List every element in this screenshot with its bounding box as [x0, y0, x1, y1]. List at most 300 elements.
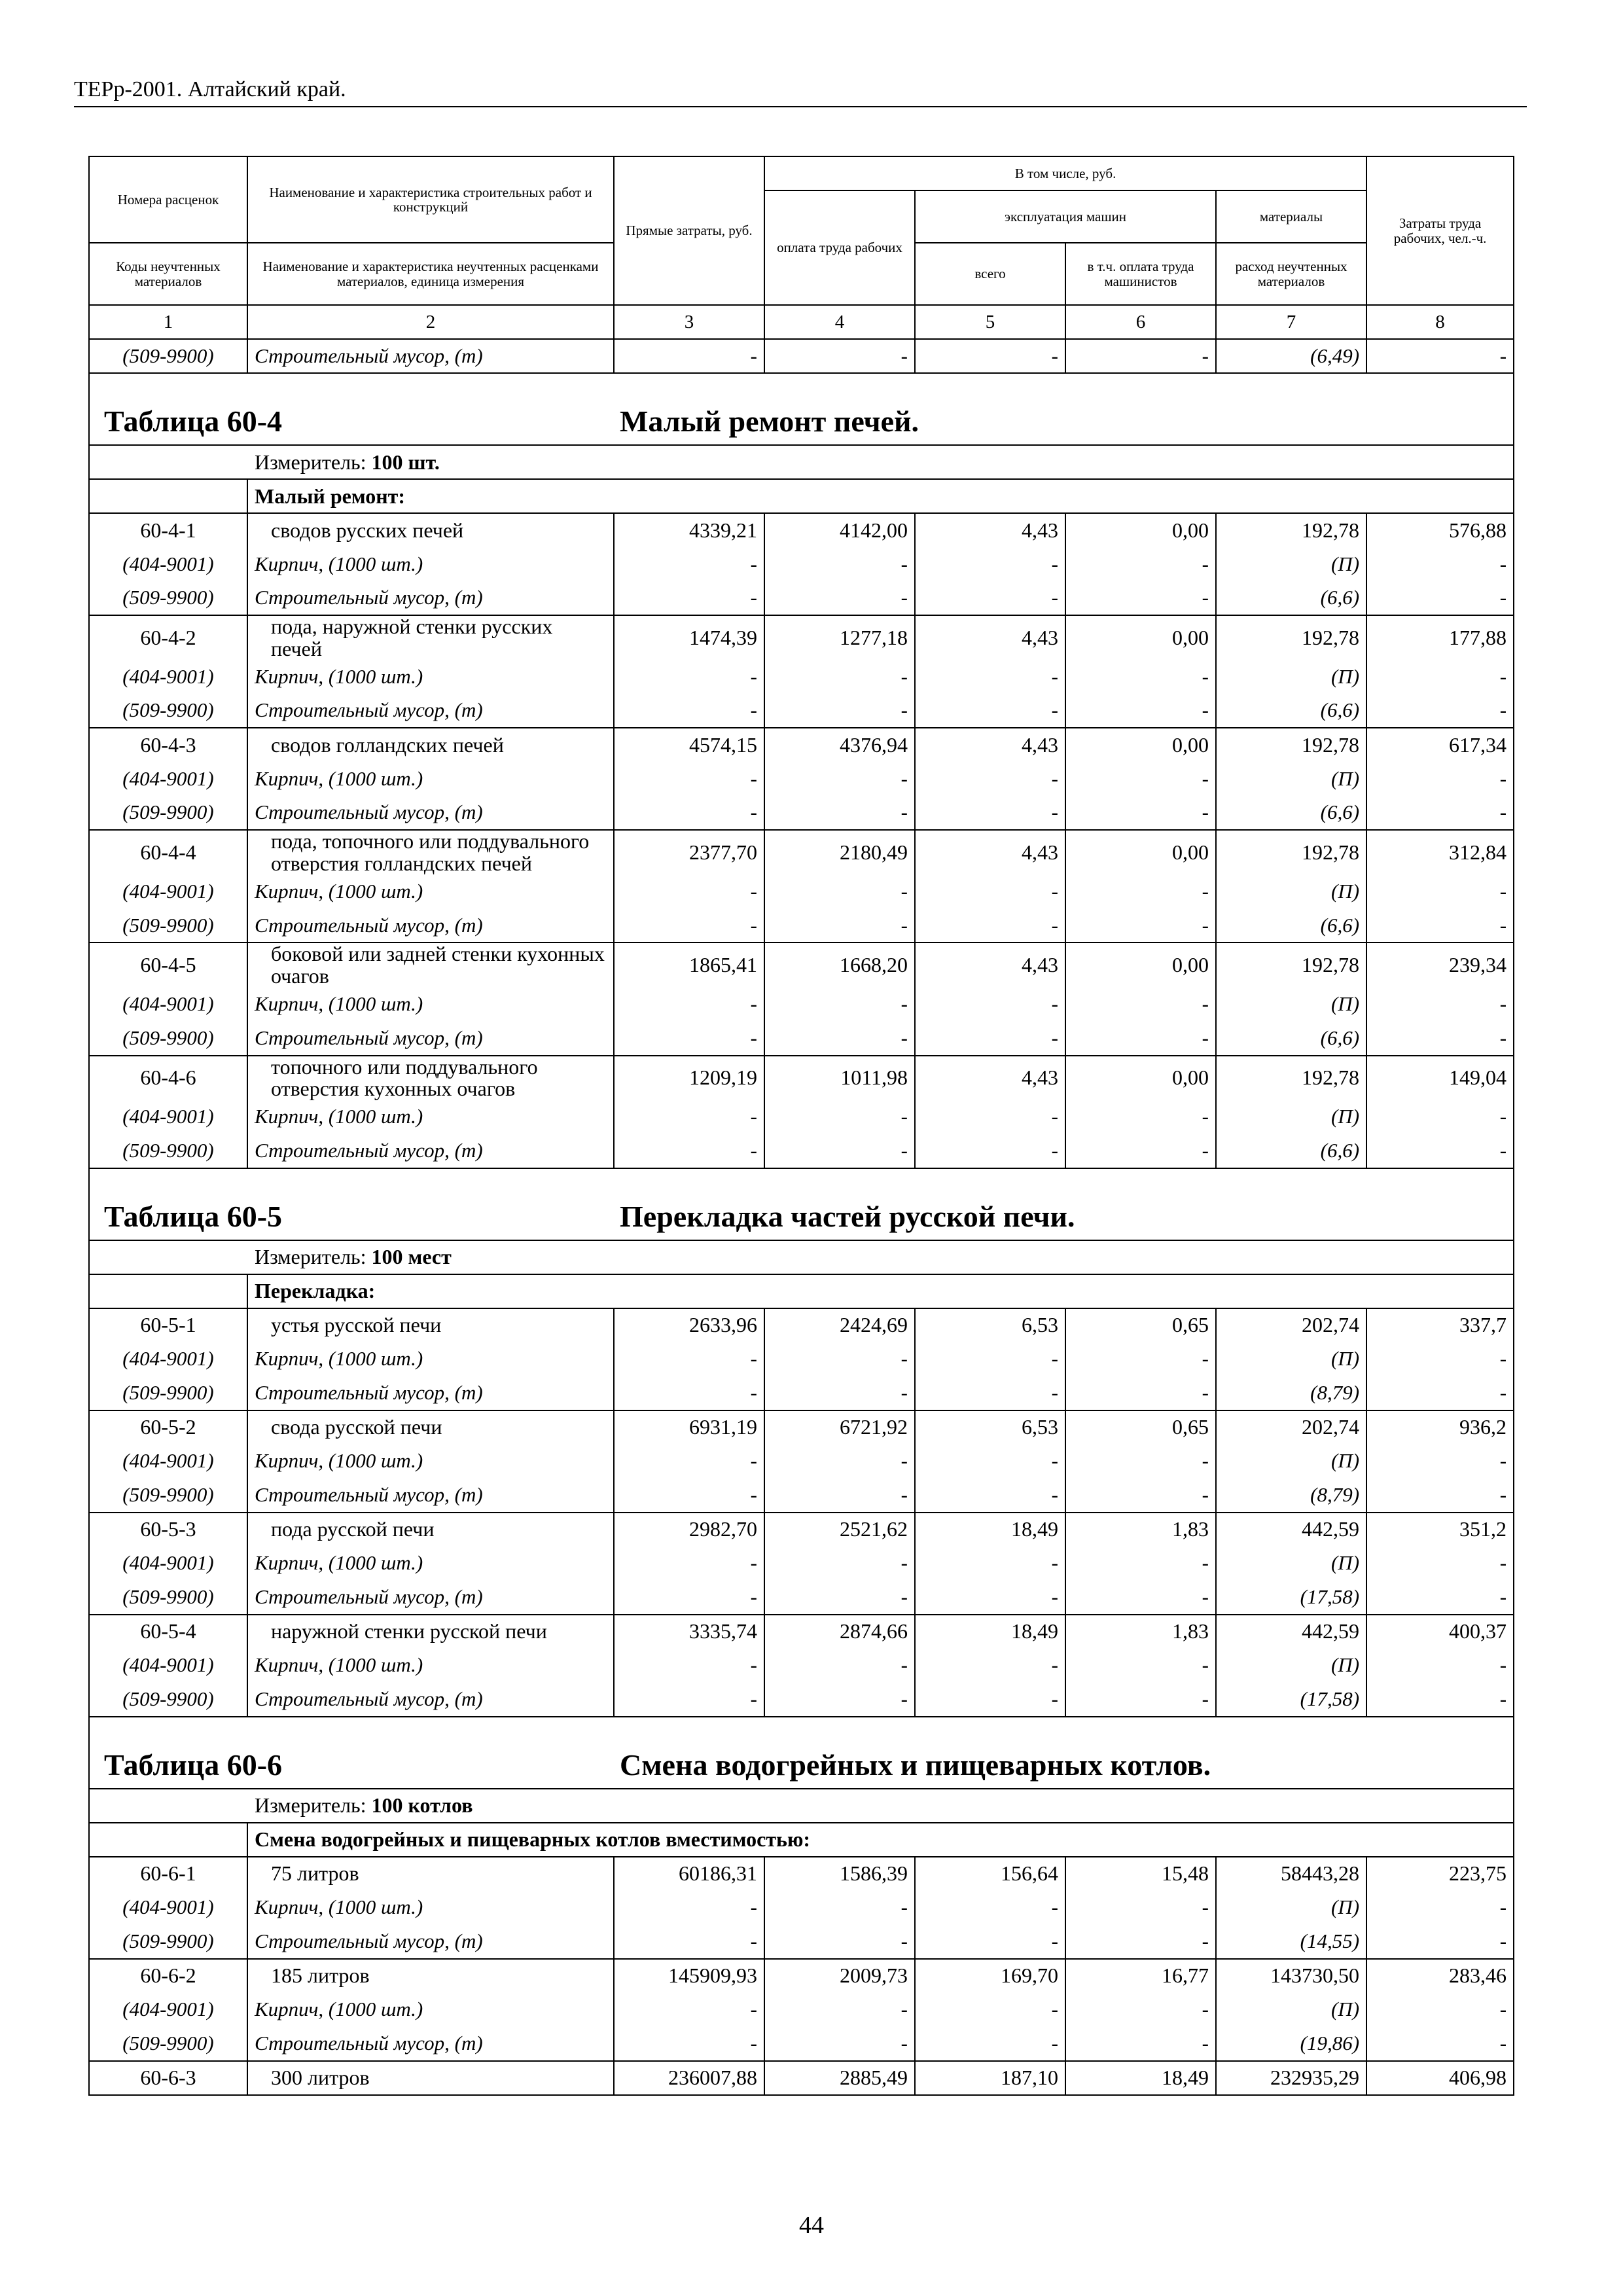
- material-row: [89, 660, 1514, 694]
- measure-row: [89, 445, 1514, 479]
- material-code: (509-9900): [89, 1683, 247, 1717]
- material-code: (404-9001): [89, 1891, 247, 1925]
- material-code: (509-9900): [89, 1134, 247, 1168]
- rate-value: 4339,21: [614, 513, 764, 547]
- rate-value: 1474,39: [614, 615, 764, 660]
- material-code: (404-9001): [89, 1993, 247, 2027]
- rate-value: 1,83: [1065, 1615, 1216, 1649]
- material-value: -: [915, 874, 1065, 908]
- table-number: Таблица 60-4: [104, 404, 283, 438]
- material-value: -: [1366, 694, 1514, 728]
- material-name: Строительный мусор, (т): [247, 908, 614, 942]
- material-value: -: [764, 694, 915, 728]
- material-value: -: [614, 1479, 764, 1513]
- material-value: -: [1065, 762, 1216, 796]
- material-value: -: [1366, 1134, 1514, 1168]
- material-value: -: [1065, 1134, 1216, 1168]
- table-name: Смена водогрейных и пищеварных котлов.: [620, 1748, 1211, 1782]
- section-title: Малый ремонт:: [247, 479, 1514, 513]
- material-value: -: [764, 1342, 915, 1376]
- col-head-machinist-wages: в т.ч. оплата труда машинистов: [1065, 243, 1216, 305]
- rate-value: 0,00: [1065, 942, 1216, 987]
- material-value: -: [764, 660, 915, 694]
- material-code: (404-9001): [89, 1547, 247, 1581]
- material-code: (404-9001): [89, 547, 247, 581]
- rate-value: 192,78: [1216, 728, 1366, 762]
- material-name: Кирпич, (1000 шт.): [247, 1342, 614, 1376]
- rate-value: 192,78: [1216, 513, 1366, 547]
- rate-name: пода русской печи: [247, 1513, 614, 1547]
- section-spacer: [89, 479, 247, 513]
- rate-row: [89, 513, 1514, 547]
- rate-name: наружной стенки русской печи: [247, 1615, 614, 1649]
- rate-value: 202,74: [1216, 1308, 1366, 1342]
- rate-name: свода русской печи: [247, 1410, 614, 1444]
- col-head-machines-total: всего: [915, 243, 1065, 305]
- material-value: -: [915, 1479, 1065, 1513]
- material-value: -: [915, 1683, 1065, 1717]
- rate-value: 4,43: [915, 513, 1065, 547]
- col-head-material-usage: расход неучтенных материалов: [1216, 243, 1366, 305]
- material-row: [89, 762, 1514, 796]
- rate-value: 6,53: [915, 1308, 1065, 1342]
- material-value: -: [915, 660, 1065, 694]
- rate-name: 185 литров: [247, 1959, 614, 1993]
- material-value: -: [614, 796, 764, 830]
- rate-name: пода, топочного или поддувального отверстия голландских печей: [247, 830, 614, 874]
- rate-value: 1668,20: [764, 942, 915, 987]
- rate-value: 239,34: [1366, 942, 1514, 987]
- material-value: -: [1065, 2027, 1216, 2061]
- material-value: -: [764, 908, 915, 942]
- measure-cell: [89, 1240, 1514, 1274]
- material-code: (509-9900): [89, 1581, 247, 1615]
- rate-value: 187,10: [915, 2061, 1065, 2095]
- rate-value: 1,83: [1065, 1513, 1216, 1547]
- material-name: Кирпич, (1000 шт.): [247, 547, 614, 581]
- material-row: [89, 1925, 1514, 1959]
- material-value: -: [764, 581, 915, 615]
- material-value: -: [1065, 339, 1216, 373]
- material-value: -: [1065, 694, 1216, 728]
- material-value: -: [1065, 1993, 1216, 2027]
- material-value: -: [1065, 1683, 1216, 1717]
- material-value: -: [614, 1022, 764, 1056]
- material-value: (17,58): [1216, 1581, 1366, 1615]
- material-name: Строительный мусор, (т): [247, 1022, 614, 1056]
- material-value: -: [614, 1444, 764, 1479]
- material-value: -: [915, 1022, 1065, 1056]
- material-value: (6,6): [1216, 1022, 1366, 1056]
- material-row: [89, 1649, 1514, 1683]
- material-value: (П): [1216, 988, 1366, 1022]
- material-row: [89, 1134, 1514, 1168]
- rate-row: [89, 1410, 1514, 1444]
- rate-value: 351,2: [1366, 1513, 1514, 1547]
- rate-value: 1865,41: [614, 942, 764, 987]
- table-name: Перекладка частей русской печи.: [620, 1199, 1075, 1233]
- material-value: -: [764, 874, 915, 908]
- material-value: (П): [1216, 1891, 1366, 1925]
- material-row: [89, 1993, 1514, 2027]
- material-name: Кирпич, (1000 шт.): [247, 874, 614, 908]
- rate-code: 60-5-2: [89, 1410, 247, 1444]
- rate-code: 60-4-5: [89, 942, 247, 987]
- rate-value: 2180,49: [764, 830, 915, 874]
- material-value: -: [1065, 581, 1216, 615]
- rate-code: 60-4-1: [89, 513, 247, 547]
- estimate-table: [88, 156, 1514, 2096]
- page-number: 44: [799, 2212, 824, 2239]
- rate-value: 58443,28: [1216, 1857, 1366, 1891]
- material-value: -: [614, 1993, 764, 2027]
- rate-value: 232935,29: [1216, 2061, 1366, 2095]
- material-value: (П): [1216, 762, 1366, 796]
- col-head-machines: эксплуатация машин: [915, 190, 1216, 243]
- material-code: (404-9001): [89, 762, 247, 796]
- rate-value: 169,70: [915, 1959, 1065, 1993]
- material-value: (6,6): [1216, 694, 1366, 728]
- material-value: -: [1065, 660, 1216, 694]
- rate-row: [89, 1056, 1514, 1100]
- material-row: [89, 988, 1514, 1022]
- col-head-material-names: Наименование и характеристика неучтенных расценками материалов, единица измерения: [247, 243, 614, 305]
- rate-value: 0,00: [1065, 513, 1216, 547]
- material-value: -: [915, 1581, 1065, 1615]
- material-value: -: [764, 1649, 915, 1683]
- material-value: -: [1065, 1479, 1216, 1513]
- material-code: (509-9900): [89, 908, 247, 942]
- material-value: -: [915, 1376, 1065, 1410]
- material-value: -: [1366, 762, 1514, 796]
- material-value: -: [1366, 908, 1514, 942]
- col-head-materials: материалы: [1216, 190, 1366, 243]
- column-numbers-row: [89, 305, 1514, 339]
- header-rule: [74, 106, 1527, 107]
- material-value: -: [764, 1444, 915, 1479]
- section-title: Смена водогрейных и пищеварных котлов вместимостью:: [247, 1823, 1514, 1857]
- material-value: -: [915, 1993, 1065, 2027]
- rate-value: 337,7: [1366, 1308, 1514, 1342]
- material-code: (509-9900): [89, 2027, 247, 2061]
- material-value: (8,79): [1216, 1479, 1366, 1513]
- rate-value: 60186,31: [614, 1857, 764, 1891]
- material-row: [89, 1479, 1514, 1513]
- rate-value: 1277,18: [764, 615, 915, 660]
- material-value: -: [1366, 988, 1514, 1022]
- material-value: -: [614, 1683, 764, 1717]
- column-number: 8: [1366, 305, 1514, 339]
- material-value: -: [915, 581, 1065, 615]
- rate-value: 2982,70: [614, 1513, 764, 1547]
- rate-row: [89, 2061, 1514, 2095]
- material-value: -: [1366, 2027, 1514, 2061]
- material-row: [89, 1444, 1514, 1479]
- material-value: -: [1366, 339, 1514, 373]
- material-value: -: [614, 1342, 764, 1376]
- rate-row: [89, 1959, 1514, 1993]
- material-value: -: [1065, 1022, 1216, 1056]
- rate-value: 312,84: [1366, 830, 1514, 874]
- rate-value: 1209,19: [614, 1056, 764, 1100]
- material-value: -: [1366, 1683, 1514, 1717]
- material-value: -: [915, 908, 1065, 942]
- material-value: (П): [1216, 1649, 1366, 1683]
- rate-row: [89, 942, 1514, 987]
- material-value: (6,6): [1216, 908, 1366, 942]
- rate-value: 406,98: [1366, 2061, 1514, 2095]
- material-value: -: [614, 694, 764, 728]
- material-value: -: [1065, 1342, 1216, 1376]
- material-value: -: [1366, 660, 1514, 694]
- rate-code: 60-6-3: [89, 2061, 247, 2095]
- material-row: [89, 581, 1514, 615]
- material-name: Кирпич, (1000 шт.): [247, 1993, 614, 2027]
- rate-value: 0,00: [1065, 830, 1216, 874]
- rate-value: 0,00: [1065, 1056, 1216, 1100]
- material-value: -: [915, 1925, 1065, 1959]
- material-name: Строительный мусор, (т): [247, 796, 614, 830]
- measure-value: 100 мест: [371, 1245, 452, 1269]
- col-head-direct-costs: Прямые затраты, руб.: [614, 156, 764, 305]
- measure-value: 100 шт.: [371, 450, 440, 474]
- rate-value: 149,04: [1366, 1056, 1514, 1100]
- rate-code: 60-4-2: [89, 615, 247, 660]
- material-value: -: [764, 988, 915, 1022]
- rate-row: [89, 1615, 1514, 1649]
- rate-value: 4,43: [915, 615, 1065, 660]
- rate-code: 60-6-1: [89, 1857, 247, 1891]
- rate-name: устья русской печи: [247, 1308, 614, 1342]
- material-value: -: [764, 1100, 915, 1134]
- rate-value: 936,2: [1366, 1410, 1514, 1444]
- material-value: -: [1065, 908, 1216, 942]
- rate-value: 143730,50: [1216, 1959, 1366, 1993]
- column-number: 7: [1216, 305, 1366, 339]
- material-name: Строительный мусор, (т): [247, 1479, 614, 1513]
- material-row: [89, 1100, 1514, 1134]
- rate-row: [89, 830, 1514, 874]
- material-value: (8,79): [1216, 1376, 1366, 1410]
- material-value: -: [614, 547, 764, 581]
- rate-name: 300 литров: [247, 2061, 614, 2095]
- material-value: -: [764, 796, 915, 830]
- material-code: (404-9001): [89, 988, 247, 1022]
- material-value: -: [614, 1891, 764, 1925]
- rate-value: 202,74: [1216, 1410, 1366, 1444]
- page-header: ТЕРр-2001. Алтайский край.: [74, 77, 346, 101]
- material-name: Строительный мусор, (т): [247, 339, 614, 373]
- material-name: Строительный мусор, (т): [247, 1683, 614, 1717]
- material-row: [89, 694, 1514, 728]
- material-name: Кирпич, (1000 шт.): [247, 762, 614, 796]
- material-value: (П): [1216, 1547, 1366, 1581]
- rate-row: [89, 615, 1514, 660]
- material-value: -: [915, 1444, 1065, 1479]
- rate-value: 4,43: [915, 942, 1065, 987]
- material-code: (404-9001): [89, 1444, 247, 1479]
- material-value: -: [614, 339, 764, 373]
- material-value: -: [1065, 1649, 1216, 1683]
- rate-code: 60-4-6: [89, 1056, 247, 1100]
- material-value: -: [915, 1100, 1065, 1134]
- material-code: (404-9001): [89, 874, 247, 908]
- rate-value: 223,75: [1366, 1857, 1514, 1891]
- material-value: (6,6): [1216, 1134, 1366, 1168]
- rate-value: 0,00: [1065, 728, 1216, 762]
- material-value: -: [915, 1891, 1065, 1925]
- material-value: -: [614, 1581, 764, 1615]
- rate-value: 177,88: [1366, 615, 1514, 660]
- material-value: -: [915, 1649, 1065, 1683]
- rate-value: 0,00: [1065, 615, 1216, 660]
- material-code: (509-9900): [89, 694, 247, 728]
- material-code: (404-9001): [89, 660, 247, 694]
- material-value: -: [764, 2027, 915, 2061]
- material-value: -: [1366, 1547, 1514, 1581]
- material-value: -: [915, 694, 1065, 728]
- material-code: (404-9001): [89, 1100, 247, 1134]
- rate-row: [89, 1513, 1514, 1547]
- material-code: (509-9900): [89, 581, 247, 615]
- material-value: -: [614, 988, 764, 1022]
- material-code: (509-9900): [89, 339, 247, 373]
- material-value: -: [915, 2027, 1065, 2061]
- column-number: 4: [764, 305, 915, 339]
- rate-value: 145909,93: [614, 1959, 764, 1993]
- rate-value: 192,78: [1216, 615, 1366, 660]
- material-value: (6,6): [1216, 581, 1366, 615]
- rate-value: 400,37: [1366, 1615, 1514, 1649]
- table-title-row: [89, 373, 1514, 445]
- material-value: -: [1065, 1376, 1216, 1410]
- table-title-row: [89, 1717, 1514, 1789]
- material-name: Строительный мусор, (т): [247, 581, 614, 615]
- material-value: -: [1366, 581, 1514, 615]
- col-head-works: Наименование и характеристика строительных работ и конструкций: [247, 156, 614, 243]
- rate-value: 192,78: [1216, 1056, 1366, 1100]
- column-number: 6: [1065, 305, 1216, 339]
- material-value: (14,55): [1216, 1925, 1366, 1959]
- table-number: Таблица 60-6: [104, 1748, 283, 1782]
- material-name: Строительный мусор, (т): [247, 1134, 614, 1168]
- material-name: Строительный мусор, (т): [247, 1581, 614, 1615]
- material-value: -: [614, 2027, 764, 2061]
- rate-code: 60-5-4: [89, 1615, 247, 1649]
- material-row: [89, 1022, 1514, 1056]
- col-head-material-codes: Коды неучтенных материалов: [89, 243, 247, 305]
- material-value: -: [764, 1134, 915, 1168]
- material-name: Кирпич, (1000 шт.): [247, 988, 614, 1022]
- material-value: -: [614, 1134, 764, 1168]
- material-value: -: [614, 581, 764, 615]
- rate-value: 4,43: [915, 830, 1065, 874]
- material-value: (П): [1216, 1444, 1366, 1479]
- rate-value: 442,59: [1216, 1513, 1366, 1547]
- rate-value: 2009,73: [764, 1959, 915, 1993]
- rate-value: 2424,69: [764, 1308, 915, 1342]
- material-value: -: [1065, 874, 1216, 908]
- material-value: -: [614, 762, 764, 796]
- column-number: 2: [247, 305, 614, 339]
- rate-name: пода, наружной стенки русских печей: [247, 615, 614, 660]
- rate-value: 4,43: [915, 1056, 1065, 1100]
- rate-name: 75 литров: [247, 1857, 614, 1891]
- material-value: -: [764, 1479, 915, 1513]
- material-name: Кирпич, (1000 шт.): [247, 1891, 614, 1925]
- material-value: -: [764, 1683, 915, 1717]
- material-value: -: [764, 1022, 915, 1056]
- material-value: -: [1366, 1479, 1514, 1513]
- rate-value: 236007,88: [614, 2061, 764, 2095]
- table-title-cell: [89, 373, 1514, 445]
- material-value: -: [1065, 988, 1216, 1022]
- material-row: [89, 1683, 1514, 1717]
- material-name: Строительный мусор, (т): [247, 1925, 614, 1959]
- rate-name: сводов голландских печей: [247, 728, 614, 762]
- section-spacer: [89, 1274, 247, 1308]
- rate-code: 60-5-1: [89, 1308, 247, 1342]
- rate-value: 2521,62: [764, 1513, 915, 1547]
- material-code: (509-9900): [89, 796, 247, 830]
- material-value: -: [614, 1376, 764, 1410]
- rate-value: 156,64: [915, 1857, 1065, 1891]
- rate-value: 18,49: [915, 1513, 1065, 1547]
- material-value: -: [915, 1547, 1065, 1581]
- table-title-cell: [89, 1168, 1514, 1240]
- material-value: -: [915, 1134, 1065, 1168]
- material-value: -: [1065, 1581, 1216, 1615]
- material-value: (П): [1216, 1993, 1366, 2027]
- material-value: (П): [1216, 660, 1366, 694]
- material-value: (19,86): [1216, 2027, 1366, 2061]
- rate-name: боковой или задней стенки кухонных очагов: [247, 942, 614, 987]
- material-value: -: [614, 1547, 764, 1581]
- material-row: [89, 796, 1514, 830]
- column-number: 5: [915, 305, 1065, 339]
- measure-label: Измеритель:: [255, 1793, 366, 1818]
- measure-row: [89, 1240, 1514, 1274]
- column-number: 3: [614, 305, 764, 339]
- measure-value: 100 котлов: [371, 1793, 473, 1818]
- material-value: -: [614, 874, 764, 908]
- material-value: -: [1366, 874, 1514, 908]
- table-name: Малый ремонт печей.: [620, 404, 919, 438]
- table-title-row: [89, 1168, 1514, 1240]
- measure-cell: [89, 1789, 1514, 1823]
- material-code: (509-9900): [89, 1022, 247, 1056]
- rate-value: 283,46: [1366, 1959, 1514, 1993]
- rate-value: 0,65: [1065, 1410, 1216, 1444]
- rate-value: 6721,92: [764, 1410, 915, 1444]
- rate-value: 4376,94: [764, 728, 915, 762]
- material-value: -: [764, 339, 915, 373]
- rate-value: 6,53: [915, 1410, 1065, 1444]
- section-row: [89, 479, 1514, 513]
- material-value: (П): [1216, 547, 1366, 581]
- material-name: Кирпич, (1000 шт.): [247, 1547, 614, 1581]
- rate-value: 6931,19: [614, 1410, 764, 1444]
- measure-row: [89, 1789, 1514, 1823]
- rate-code: 60-6-2: [89, 1959, 247, 1993]
- rate-value: 4,43: [915, 728, 1065, 762]
- rate-value: 2885,49: [764, 2061, 915, 2095]
- material-name: Кирпич, (1000 шт.): [247, 1649, 614, 1683]
- material-value: -: [614, 1925, 764, 1959]
- material-name: Кирпич, (1000 шт.): [247, 1100, 614, 1134]
- material-row: [89, 1547, 1514, 1581]
- material-value: -: [915, 796, 1065, 830]
